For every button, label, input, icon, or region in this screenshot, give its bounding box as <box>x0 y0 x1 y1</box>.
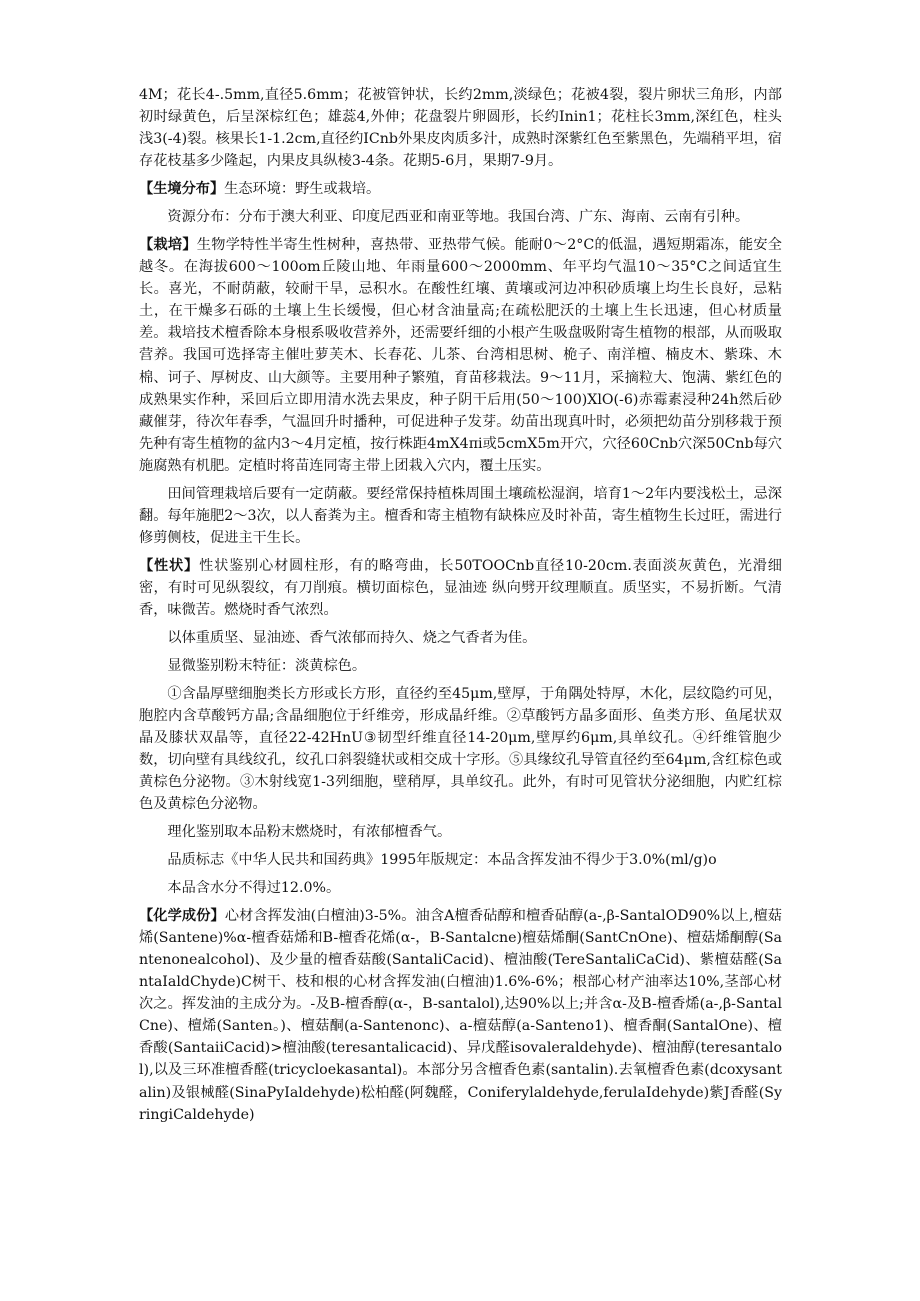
paragraph-text: 性状鉴别心材圆柱形，有的略弯曲，长50TOOCnb直径10-20cm.表面淡灰黄色，光滑细密，有时可见纵裂纹，有刀削痕。横切面棕色，显油迹 纵向劈开纹理顺直。质坚实，不易折断。气清香，味微苦。燃烧时香气浓烈。 <box>139 557 782 619</box>
paragraph-text: 田间管理栽培后要有一定荫蔽。要经常保持植株周围土壤疏松湿润，培育1～2年内要浅松土，忌深翻。每年施肥2～3次，以人畜粪为主。檀香和寄主植物有缺株应及时补苗，寄生植物生长过旺，需进行修剪侧枝，促进主干生长。 <box>139 485 782 546</box>
paragraph-quality-standard <box>139 849 782 871</box>
paragraph-quality-note <box>139 627 782 649</box>
paragraph-cultivation <box>139 234 782 477</box>
paragraph-text: 心材含挥发油(白檀油)3-5%。油含A檀香砧醇和檀香砧醇(a-,β-SantalOD90%以上,檀菇烯(Santene)%α-檀香菇烯和B-檀香花烯(α-，B-Santalcne)檀菇烯酮(SantCnOne)、檀菇烯酮醇(Santenonealcohol)、及少量的檀香菇酸(SantaliCacid)、檀油酸(TereSantaliCaCid)、紫檀菇醛(SantaIaldChyde)C树干、枝和根的心材含挥发油(白檀油)1.6%-6%；根部心材产油率达10%,茎部心材次之。挥发油的主成分为。-及B-檀香醇(α-，B-santalol),达90%以上;并含α-及B-檀香烯(a-,β-SantalCne)、檀烯(Santen。)、檀菇酮(a-Santenonc)、a-檀菇醇(a-Santeno1)、檀香酮(SantalOne)、檀香酸(SantaiiCacid)>檀油酸(teresantalicacid)、异戊醛isovaleraldehyde)、檀油醇(teresantalol),以及三环准檀香醛(tricycloekasantal)。本部分另含檀香色素(santalin).去氧檀香色素(dcoxysantalin)及银械醛(SinaPyIaldehyde)松柏醛(阿魏醛，Coniferylaldehyde,ferulaIdehyde)紫J香醛(SyringiCaldehyde) <box>139 907 782 1123</box>
paragraph-microscopy-intro <box>139 655 782 677</box>
paragraph-text: ①含晶厚壁细胞类长方形或长方形，直径约至45μm,壁厚，于角隅处特厚，木化，层纹隐约可见，胞腔内含草酸钙方晶;含晶细胞位于纤维旁，形成晶纤维。②草酸钙方晶多面形、鱼类方形、鱼尾状双晶及膝状双晶等，直径22-42HnU③韧型纤维直径14-20μm,壁厚约6μm,具单纹孔。④纤维管胞少数，切向壁有具线纹孔，纹孔口斜裂缝状或相交成十字形。⑤具缘纹孔导管直径约至64μm,含红棕色或黄棕色分泌物。③木射线宽1-3列细胞，壁稍厚，具单纹孔。此外，有时可见管状分泌细胞，内贮红棕色及黄棕色分泌物。 <box>139 685 782 813</box>
section-heading-cultivation: 【栽培】 <box>139 236 197 253</box>
paragraph-text: 资源分布：分布于澳大利亚、印度尼西亚和南亚等地。我国台湾、广东、海南、云南有引种。 <box>167 209 750 226</box>
document-page <box>139 84 782 1126</box>
paragraph-text: 品质标志《中华人民共和国药典》1995年版规定：本品含挥发油不得少于3.0%(ml∕g)o <box>167 851 717 868</box>
paragraph-text: 生态环境：野生或栽培。 <box>224 181 381 198</box>
paragraph-text: 生物学特性半寄生性树种，喜热带、亚热带气候。能耐0～2°C的低温，遇短期霜冻，能安全越冬。在海拔600～100om丘陵山地、年雨量600～2000mm、年平均气温10～35°C之间适宜生长。喜光，不耐荫蔽，较耐干旱，忌积水。在酸性红壤、黄壤或河边冲积砂质壤上均生长良好，忌粘土，在干燥多石砾的土壤上生长缓慢，但心材含油量高;在疏松肥沃的土壤上生长迅速，但心材质量差。栽培技术檀香除本身根系吸收营养外，还需要纤细的小根产生吸盘吸附寄生植物的根部，从而吸取营养。我国可选择寄主催吐萝芙木、长春花、儿茶、台湾相思树、桅子、南洋檀、楠皮木、紫珠、木棉、诃子、厚树皮、山大颜等。主要用种子繁殖，育苗移栽法。9～11月，采摘粒大、饱满、紫红色的成熟果实作种，采回后立即用清水洗去果皮，种子阴干后用(50～100)XlO(-6)赤霉素浸种24h然后砂藏催芽，待次年春季，气温回升时播种，可促进种子发芽。幼苗出现真叶时，必须把幼苗分别移栽于预先种有寄生植物的盆内3～4月定植，按行株距4mX4πi或5cmX5m开穴，穴径60Cnb穴深50Cnb每穴施腐熟有机肥。定植时将苗连同寄主带上团栽入穴内，覆土压实。 <box>139 236 782 474</box>
paragraph-text: 以体重质坚、显油迹、香气浓郁而持久、烧之气香者为佳。 <box>167 629 537 646</box>
paragraph-chemistry <box>139 905 782 1126</box>
paragraph-physicochemical <box>139 821 782 843</box>
paragraph-characters <box>139 555 782 621</box>
section-heading-characters: 【性状】 <box>139 557 200 574</box>
paragraph-microscopy-details <box>139 683 782 816</box>
paragraph-text: 理化鉴别取本品粉末燃烧时，有浓郁檀香气。 <box>167 824 452 841</box>
paragraph-text: 4M；花长4-.5mm,直径5.6mm；花被管钟状，长约2mm,淡绿色；花被4裂，裂片卵状三角形，内部初时绿黄色，后呈深棕红色；雄蕊4,外伸；花盘裂片卵圆形，长约Inin1；花柱长3mm,深红色，柱头浅3(-4)裂。核果长1-1.2cm,直径约ICnb外果皮肉质多汁，成熟时深紫红色至紫黑色，先端稍平坦，宿存花枝基多少隆起，内果皮具纵棱3-4条。花期5-6月，果期7-9月。 <box>139 87 782 170</box>
paragraph-text: 显微鉴别粉末特征：淡黄棕色。 <box>167 657 367 674</box>
paragraph-moisture <box>139 877 782 899</box>
section-heading-chemistry: 【化学成份】 <box>139 907 225 924</box>
paragraph-distribution <box>139 206 782 228</box>
paragraph-text: 本品含水分不得过12.0%。 <box>167 879 341 896</box>
paragraph-field-management <box>139 483 782 549</box>
paragraph-morphology <box>139 84 782 172</box>
paragraph-habitat <box>139 178 782 200</box>
section-heading-habitat: 【生境分布】 <box>139 181 225 198</box>
